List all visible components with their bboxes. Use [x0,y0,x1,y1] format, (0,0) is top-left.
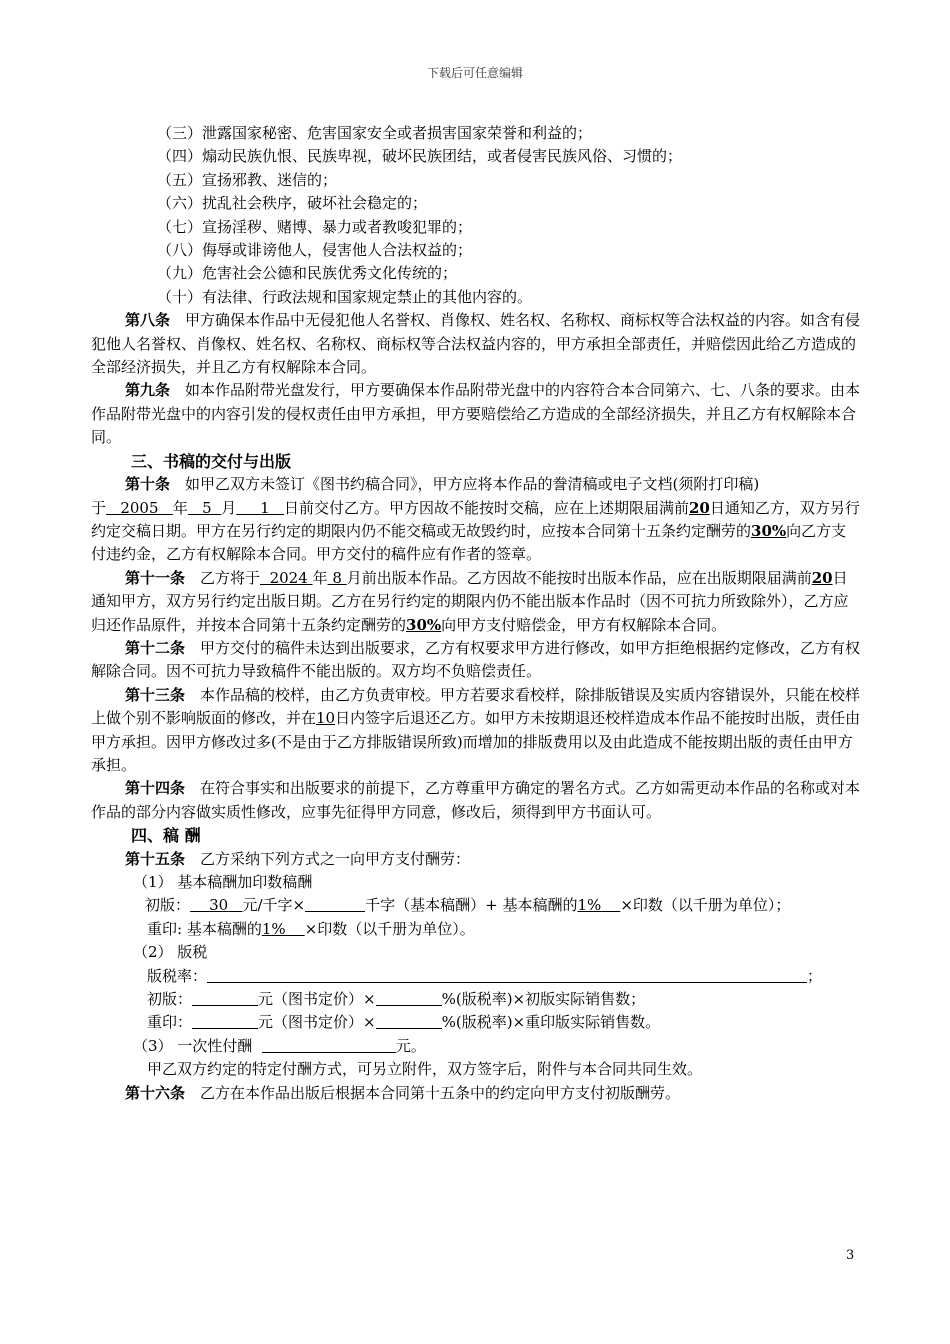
article-text: 如本作品附带光盘发行，甲方要确保本作品附带光盘中的内容符合本合同第六、七、八条的要求。由本作品附带光盘中的内容引发的侵权责任由甲方承担，甲方要赔偿给乙方造成的全部经济损失，并且乙方有权解除本合同。 [91,381,861,447]
article-text: 甲方交付的稿件未达到出版要求，乙方有权要求甲方进行修改，如甲方拒绝根据约定修改，乙方有权解除合同。因不可抗力导致稿件不能出版的。双方均不负赔偿责任。 [91,638,861,681]
penalty-rate: 30% [406,615,442,634]
section-heading: 三、书稿的交付与出版 [131,451,292,471]
article-8 [91,309,861,379]
article-title: 第十一条 [125,568,186,587]
article-15: 第十五条 乙方采纳下列方式之一向甲方支付酬劳： [125,849,471,868]
first-edition-formula: 初版： 30 元/千字× 千字（基本稿酬）+ 基本稿酬的1% ×印数（以千册为单位）； [145,896,791,915]
penalty-rate: 30% [751,521,787,540]
delivery-year: 2005 [120,498,159,517]
royalty-rate-line: 版税率： ； [147,966,823,985]
page-number: 3 [846,1248,855,1263]
article-14 [91,777,861,824]
list-item: （七）宣扬淫秽、赌博、暴力或者教唆犯罪的； [157,217,473,236]
publish-year: 2024 [269,568,308,587]
article-title: 第十四条 [125,779,186,798]
rate-blank [376,1013,442,1029]
article-12 [91,637,861,684]
notice-days: 20 [811,568,833,587]
royalty-reprint: 重印： 元（图书定价）× %(版税率)×重印版实际销售数。 [147,1013,661,1032]
page-header: 下载后可任意编辑 [426,66,523,80]
reprint-percent: 1% [261,919,286,938]
kchar-blank [305,896,365,912]
royalty-rate-blank [207,967,807,983]
list-item: （六）扰乱社会秩序，破坏社会稳定的； [157,194,428,213]
payment-option-2: （2） 版税 [133,943,208,962]
publish-month: 8 [332,568,342,587]
article-title: 第十二条 [125,638,186,657]
article-text: 乙方在本作品出版后根据本合同第十五条中的约定向甲方支付初版酬劳。 [200,1083,681,1102]
list-item: （八）侮辱或诽谤他人，侵害他人合法权益的； [157,241,473,260]
delivery-day: 1 [260,498,270,517]
article-13: 第十三条 本作品稿的校样，由乙方负责审校。甲方若要求看校样，除排版错误及实质内容错误外，只能在校样上做个别不影响版面的修改，并在10日内签字后退还乙方。如甲方未按期退还校样造成本作品不能按时出版，责任由甲方承担。因甲方修改过多(不是由于乙方排版错误所致)而增加的排版费用以及由此造成不能按期出版的责任由甲方承担。 [91,685,861,774]
price-blank [192,990,258,1006]
article-10: 第十条 如甲乙双方未签订《图书约稿合同》，甲方应将本作品的誊清稿或电子文档(须附打印稿)于 2005 年 5 月 1 日前交付乙方。甲方因故不能按时交稿，应在上述期限届满前20日通知乙方，双方另行约定交稿日期。甲方在另行约定的期限内仍不能交稿或无故毁约时，应按本合同第十五条约定酬劳的30%向乙方支付违约金，乙方有权解除本合同。甲方交付的稿件应有作者的签章。 [91,475,860,564]
delivery-month: 5 [202,498,212,517]
article-text: 甲方确保本作品中无侵犯他人名誉权、肖像权、姓名权、名称权、商标权等合法权益的内容。如含有侵犯他人名誉权、肖像权、姓名权、名称权、商标权等合法权益内容的，甲方承担全部责任，并赔偿因此给乙方造成的全部经济损失，并且乙方有权解除本合同。 [91,311,861,377]
article-text: 在符合事实和出版要求的前提下，乙方尊重甲方确定的署名方式。乙方如需更动本作品的名称或对本作品的部分内容做实质性修改，应事先征得甲方同意，修改后，须得到甲方书面认可。 [91,779,861,821]
article-title: 第十条 [125,475,171,494]
first-edition-percent: 1% [577,896,602,915]
list-item: （三）泄露国家秘密、危害国家安全或者损害国家荣誉和利益的； [157,124,593,142]
article-title: 第十三条 [125,685,186,704]
list-item: （四）煽动民族仇恨、民族卑视，破坏民族团结，或者侵害民族风俗、习惯的； [157,147,683,166]
document-body [91,122,861,1105]
article-title: 第十五条 [125,849,186,868]
list-item: （五）宣扬邪教、迷信的； [157,170,338,189]
lump-sum-blank [262,1037,396,1053]
special-payment-note: 甲乙双方约定的特定付酬方式，可另立附件，双方签字后，附件与本合同共同生效。 [147,1060,703,1079]
article-title: 第九条 [125,381,171,400]
rate-per-kchar: 30 [209,896,229,915]
payment-option-1: （1） 基本稿酬加印数稿酬 [133,873,313,891]
article-16 [91,1082,861,1105]
article-11: 第十一条 乙方将于 2024 年 8 月前出版本作品。乙方因故不能按时出版本作品，应在出版期限届满前20日通知甲方，双方另行约定出版日期。乙方在另行约定的期限内仍不能出版本作品时（因不可抗力所致除外），乙方应归还作品原件，并按本合同第十五条约定酬劳的30%向甲方支付赔偿金，甲方有权解除本合同。 [91,568,849,634]
reprint-formula: 重印: 基本稿酬的1% ×印数（以千册为单位）。 [147,919,475,938]
rate-blank [376,990,442,1006]
article-9 [91,379,861,449]
notice-days: 20 [688,498,710,517]
royalty-first-edition: 初版： 元（图书定价）× %(版税率)×初版实际销售数； [147,990,646,1009]
article-title: 第十六条 [125,1083,186,1102]
payment-option-3: （3） 一次性付酬 元。 [133,1036,426,1055]
list-item: （十）有法律、行政法规和国家规定禁止的其他内容的。 [157,287,533,306]
proof-days: 10 [316,709,336,728]
list-item: （九）危害社会公德和民族优秀文化传统的； [157,264,458,283]
price-blank [192,1013,258,1029]
section-heading: 四、稿 酬 [131,826,201,846]
article-title: 第八条 [125,311,171,330]
